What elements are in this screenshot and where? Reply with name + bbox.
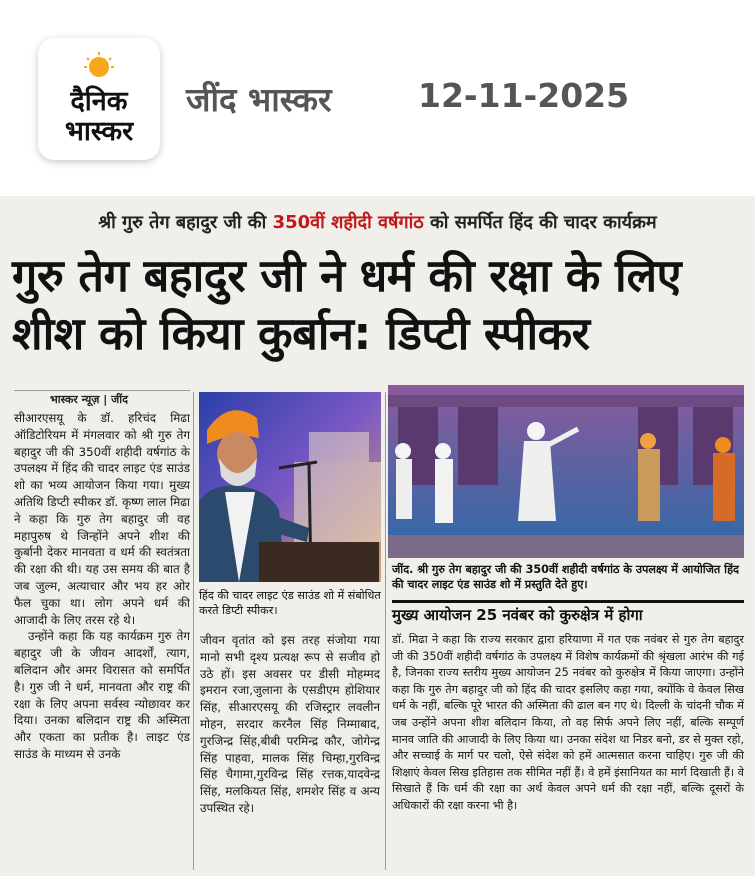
- section-subhead: मुख्य आयोजन 25 नवंबर को कुरुक्षेत्र में होगा: [392, 606, 643, 624]
- headline-line2: शीश को किया कुर्बान: डिप्टी स्पीकर: [12, 307, 590, 360]
- article-column-3: [392, 632, 744, 872]
- column-divider-2: [385, 392, 386, 870]
- article-byline: भास्कर न्यूज़ | जींद: [50, 393, 128, 406]
- photo-1-caption: हिंद की चादर लाइट एंड साउंड शो में संबोधित करते डिप्टी स्पीकर।: [199, 589, 381, 617]
- sun-icon: [84, 52, 114, 82]
- column-divider-1: [193, 392, 194, 870]
- article-column-1: [14, 410, 190, 870]
- kicker-text-after: को समर्पित हिंद की चादर कार्यक्रम: [423, 212, 657, 233]
- logo-text-line2: भास्कर: [64, 116, 134, 147]
- article-headline: [12, 247, 748, 363]
- article-kicker: [0, 210, 755, 234]
- logo-text-line1: दैनिक: [70, 86, 128, 117]
- edition-date: 12-11-2025: [418, 76, 630, 115]
- column-1-paragraph-1: सीआरएसयू के डॉ. हरिचंद मिढा ऑडिटोरियम में मंगलवार को श्री गुरु तेग बहादुर जी की 350वीं शहीदी वर्षगांठ के उपलक्ष्य में हिंद की चादर लाइट एंड साउंड शो का भव्य आयोजन किया गया। मुख्य अतिथि डिप्टी स्पीकर डॉ. कृष्ण लाल मिढा ने कहा कि गुरु तेग बहादुर जी वह महापुरुष थे जिन्होंने अपने शीश की कुर्बानी देकर मानवता व धर्म की स्वतंत्रता की रक्षा की थी। यह उस समय की बात है जब जुल्म, अत्याचार और भय हर ओर फैल चुका था। लोग अपने धर्म की आजादी के लिए तरस रहे थे।: [14, 411, 190, 627]
- kicker-text-before: श्री गुरु तेग बहादुर जी की: [98, 212, 273, 233]
- headline-line1: गुरु तेग बहादुर जी ने धर्म की रक्षा के लिए: [12, 249, 682, 302]
- page-header: [0, 0, 755, 190]
- column-3-paragraph: डॉ. मिढा ने कहा कि राज्य सरकार द्वारा हरियाणा में गत एक नवंबर से गुरु तेग बहादुर जी की 350वीं शहीदी वर्षगांठ के उपलक्ष्य में विशेष कार्यक्रमों की श्रृंखला आरंभ की गई है, जिनका राज्य स्तरीय मुख्य आयोजन 25 नवंबर को कुरुक्षेत्र में किया जाएगा। उन्होंने कहा कि गुरु तेग बहादुर जी को हिंद की चादर इसलिए कहा गया, क्योंकि वे केवल सिख धर्म के नहीं, बल्कि पूरे भारत की अस्मिता की ढाल बन गए थे। दिल्ली के चांदनी चौक में जब उन्होंने अपना शीश बलिदान किया, तो वह सिर्फ अपने लिए नहीं, बल्कि सम्पूर्ण मानव जाति की आजादी के लिए किया था। उनका संदेश था निडर बनो, डर से मुक्त रहो, और सच्चाई के मार्ग पर चलो, ऐसे संदेश को हमें आत्मसात करना चाहिए। गुरु जी की शिक्षाएं केवल सिख इतिहास तक सीमित नहीं हैं। वे हमें इंसानियत का मार्ग दिखाती हैं। वे सिखाते हैं कि धर्म की रक्षा का अर्थ केवल अपने धर्म की रक्षा नहीं, बल्कि दूसरों के अधिकारों की रक्षा करना भी है।: [392, 633, 744, 812]
- column-2-paragraph: जीवन वृतांत को इस तरह संजोया गया मानो सभी दृश्य प्रत्यक्ष रूप से सजीव हो उठे हों। इस अवसर पर डीसी मोहम्मद इमरान रजा,जुलाना के एसडीएम होशियार सिंह, सीआरएसयू की रजिस्ट्रार लवलीन मोहन, सरदार करनैल सिंह निम्माबाद, गुरजिन्द्र सिंह,बीबी परमिन्द्र कौर, जोगेन्द्र सिंह पाहवा, मालक सिंह चिम्हा,गुरविन्द्र सिंह चैगामा,गुरविन्द्र सिंह रत्तक,यादवेन्द्र सिंह, मलकियत सिंह, शमशेर सिंह व अन्य उपस्थित रहे।: [200, 633, 380, 815]
- subhead-rule: [392, 600, 744, 603]
- kicker-highlight: 350वीं शहीदी वर्षगांठ: [272, 212, 424, 233]
- edition-name: जींद भास्कर: [186, 80, 332, 119]
- column-1-paragraph-2: उन्होंने कहा कि यह कार्यक्रम गुरु तेग बहादुर जी के जीवन आदर्शों, त्याग, बलिदान और अमर विरासत को समर्पित है। गुरु जी ने धर्म, मानवता और राष्ट्र की रक्षा के लिए अपना सर्वस्व न्योछावर कर दिया। उनका बलिदान राष्ट्र की अस्मिता और एकता का प्रतीक है। लाइट एंड साउंड के माध्यम से उनके: [14, 629, 190, 761]
- byline-divider: [14, 390, 190, 391]
- photo-2-caption: जींद. श्री गुरु तेग बहादुर जी की 350वीं शहीदी वर्षगांठ के उपलक्ष्य में आयोजित हिंद की चादर लाइट एंड साउंड शो में प्रस्तुति देते हुए।: [392, 563, 739, 591]
- article-column-2: [200, 632, 380, 872]
- dainik-bhaskar-logo: [38, 38, 160, 160]
- stage-performance-photo: [388, 385, 744, 558]
- deputy-speaker-photo: [199, 392, 381, 582]
